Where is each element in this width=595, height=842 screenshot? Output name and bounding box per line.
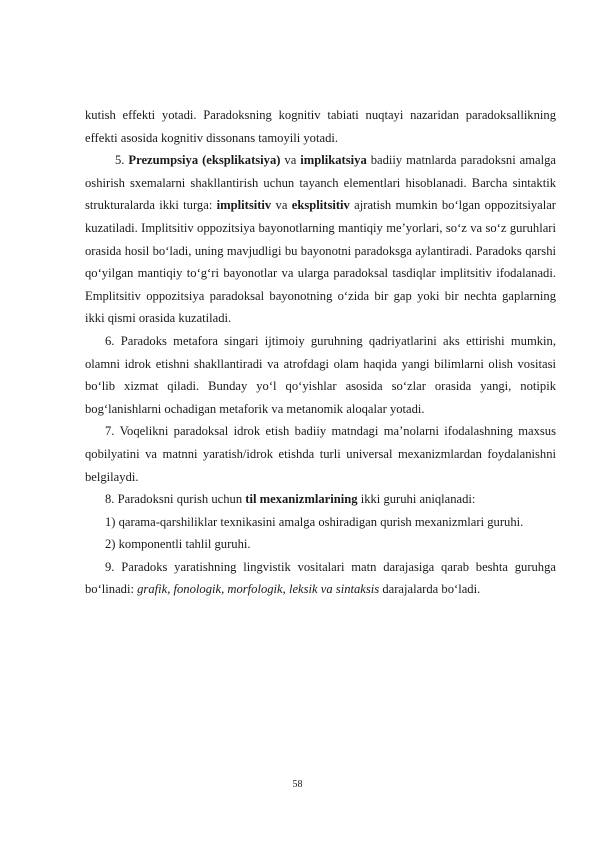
paragraph-9 (85, 556, 556, 601)
text-fragment: ikki guruhi aniqlanadi: (357, 492, 476, 507)
list-item-1: 1) qarama-qarshiliklar texnikasini amalga oshiradigan qurish mexanizmlari guruhi. (105, 514, 524, 529)
text-fragment: ajratish mumkin bo‘lgan oppozitsiyalar kuzatiladi. Implitsitiv oppozitsiya bayonotlarning mantiqiy me’yorlari, so‘z va so‘z guruhlari orasida hosil bo‘ladi, uning mavjudligi bu bayonotni paradoksga aylantiradi. Paradoks qarshi qo‘yilgan mantiqiy to‘g‘ri bayonotlar va ularga paradoksal tasdiqlar implitsitiv ifodalanadi. Emplitsitiv oppozitsiya paradoksal bayonotning o‘zida bir gap yoki bir nechta gaplarning ikki qismi orasida kuzatiladi. (85, 198, 556, 326)
text-fragment: 9. Paradoks yaratishning lingvistik vositalari matn darajasiga qarab beshta guruhga bo‘linadi: (85, 559, 556, 597)
levels-list: grafik, fonologik, morfologik, leksik va sintaksis (137, 582, 380, 597)
page-number: 58 (292, 779, 303, 790)
text-fragment: va (271, 198, 292, 213)
paragraph-1: kutish effekti yotadi. Paradoksning kognitiv tabiati nuqtayi nazaridan paradoksallikning effekti asosida kognitiv dissonans tamoyili yotadi. (85, 108, 556, 145)
paragraph-7: 7. Voqelikni paradoksal idrok etish badiiy matndagi ma’nolarni ifodalashning maxsus qobilyatini va matnni yaratish/idrok etishda turli universal mexanizmlardan foydalanishni belgilaydi. (85, 424, 556, 484)
paragraph-6: 6. Paradoks metafora singari ijtimoiy guruhning qadriyatlarini aks ettirishi mumkin, olamni idrok etishni shakllantiradi va atrofdagi olam haqida yangi bilimlarni olish vositasi bo‘lib xizmat qiladi. Bunday yo‘l qo‘yishlar asosida so‘zlar orasida yangi, notipik bog‘lanishlarni ochadigan metaforik va metanomik aloqalar yotadi. (85, 333, 556, 416)
term-eksplitsitiv: eksplitsitiv (291, 198, 350, 213)
paragraph-5 (85, 149, 556, 330)
term-implikatsiya: implikatsiya (300, 153, 367, 168)
text-fragment: badiiy matnlarda paradoksni amalga oshirish sxemalarni shakllantirish uchun tayanch elementlari hisoblanadi. Barcha sintaktik strukturalarda ikki turga: (85, 153, 557, 213)
paragraph-8 (85, 488, 556, 511)
text-fragment: va (280, 153, 301, 168)
text-fragment: 8. Paradoksni qurish uchun (105, 492, 246, 507)
document-page (85, 104, 556, 601)
term-til-mexanizmlari: til mexanizmlarining (245, 492, 358, 507)
term-prezumpsiya: Prezumpsiya (eksplikatsiya) (128, 153, 281, 168)
list-item-2: 2) komponentli tahlil guruhi. (105, 537, 251, 552)
text-fragment: darajalarda bo‘ladi. (379, 582, 481, 597)
term-implitsitiv: implitsitiv (216, 198, 272, 213)
item-number: 5. (115, 153, 129, 168)
